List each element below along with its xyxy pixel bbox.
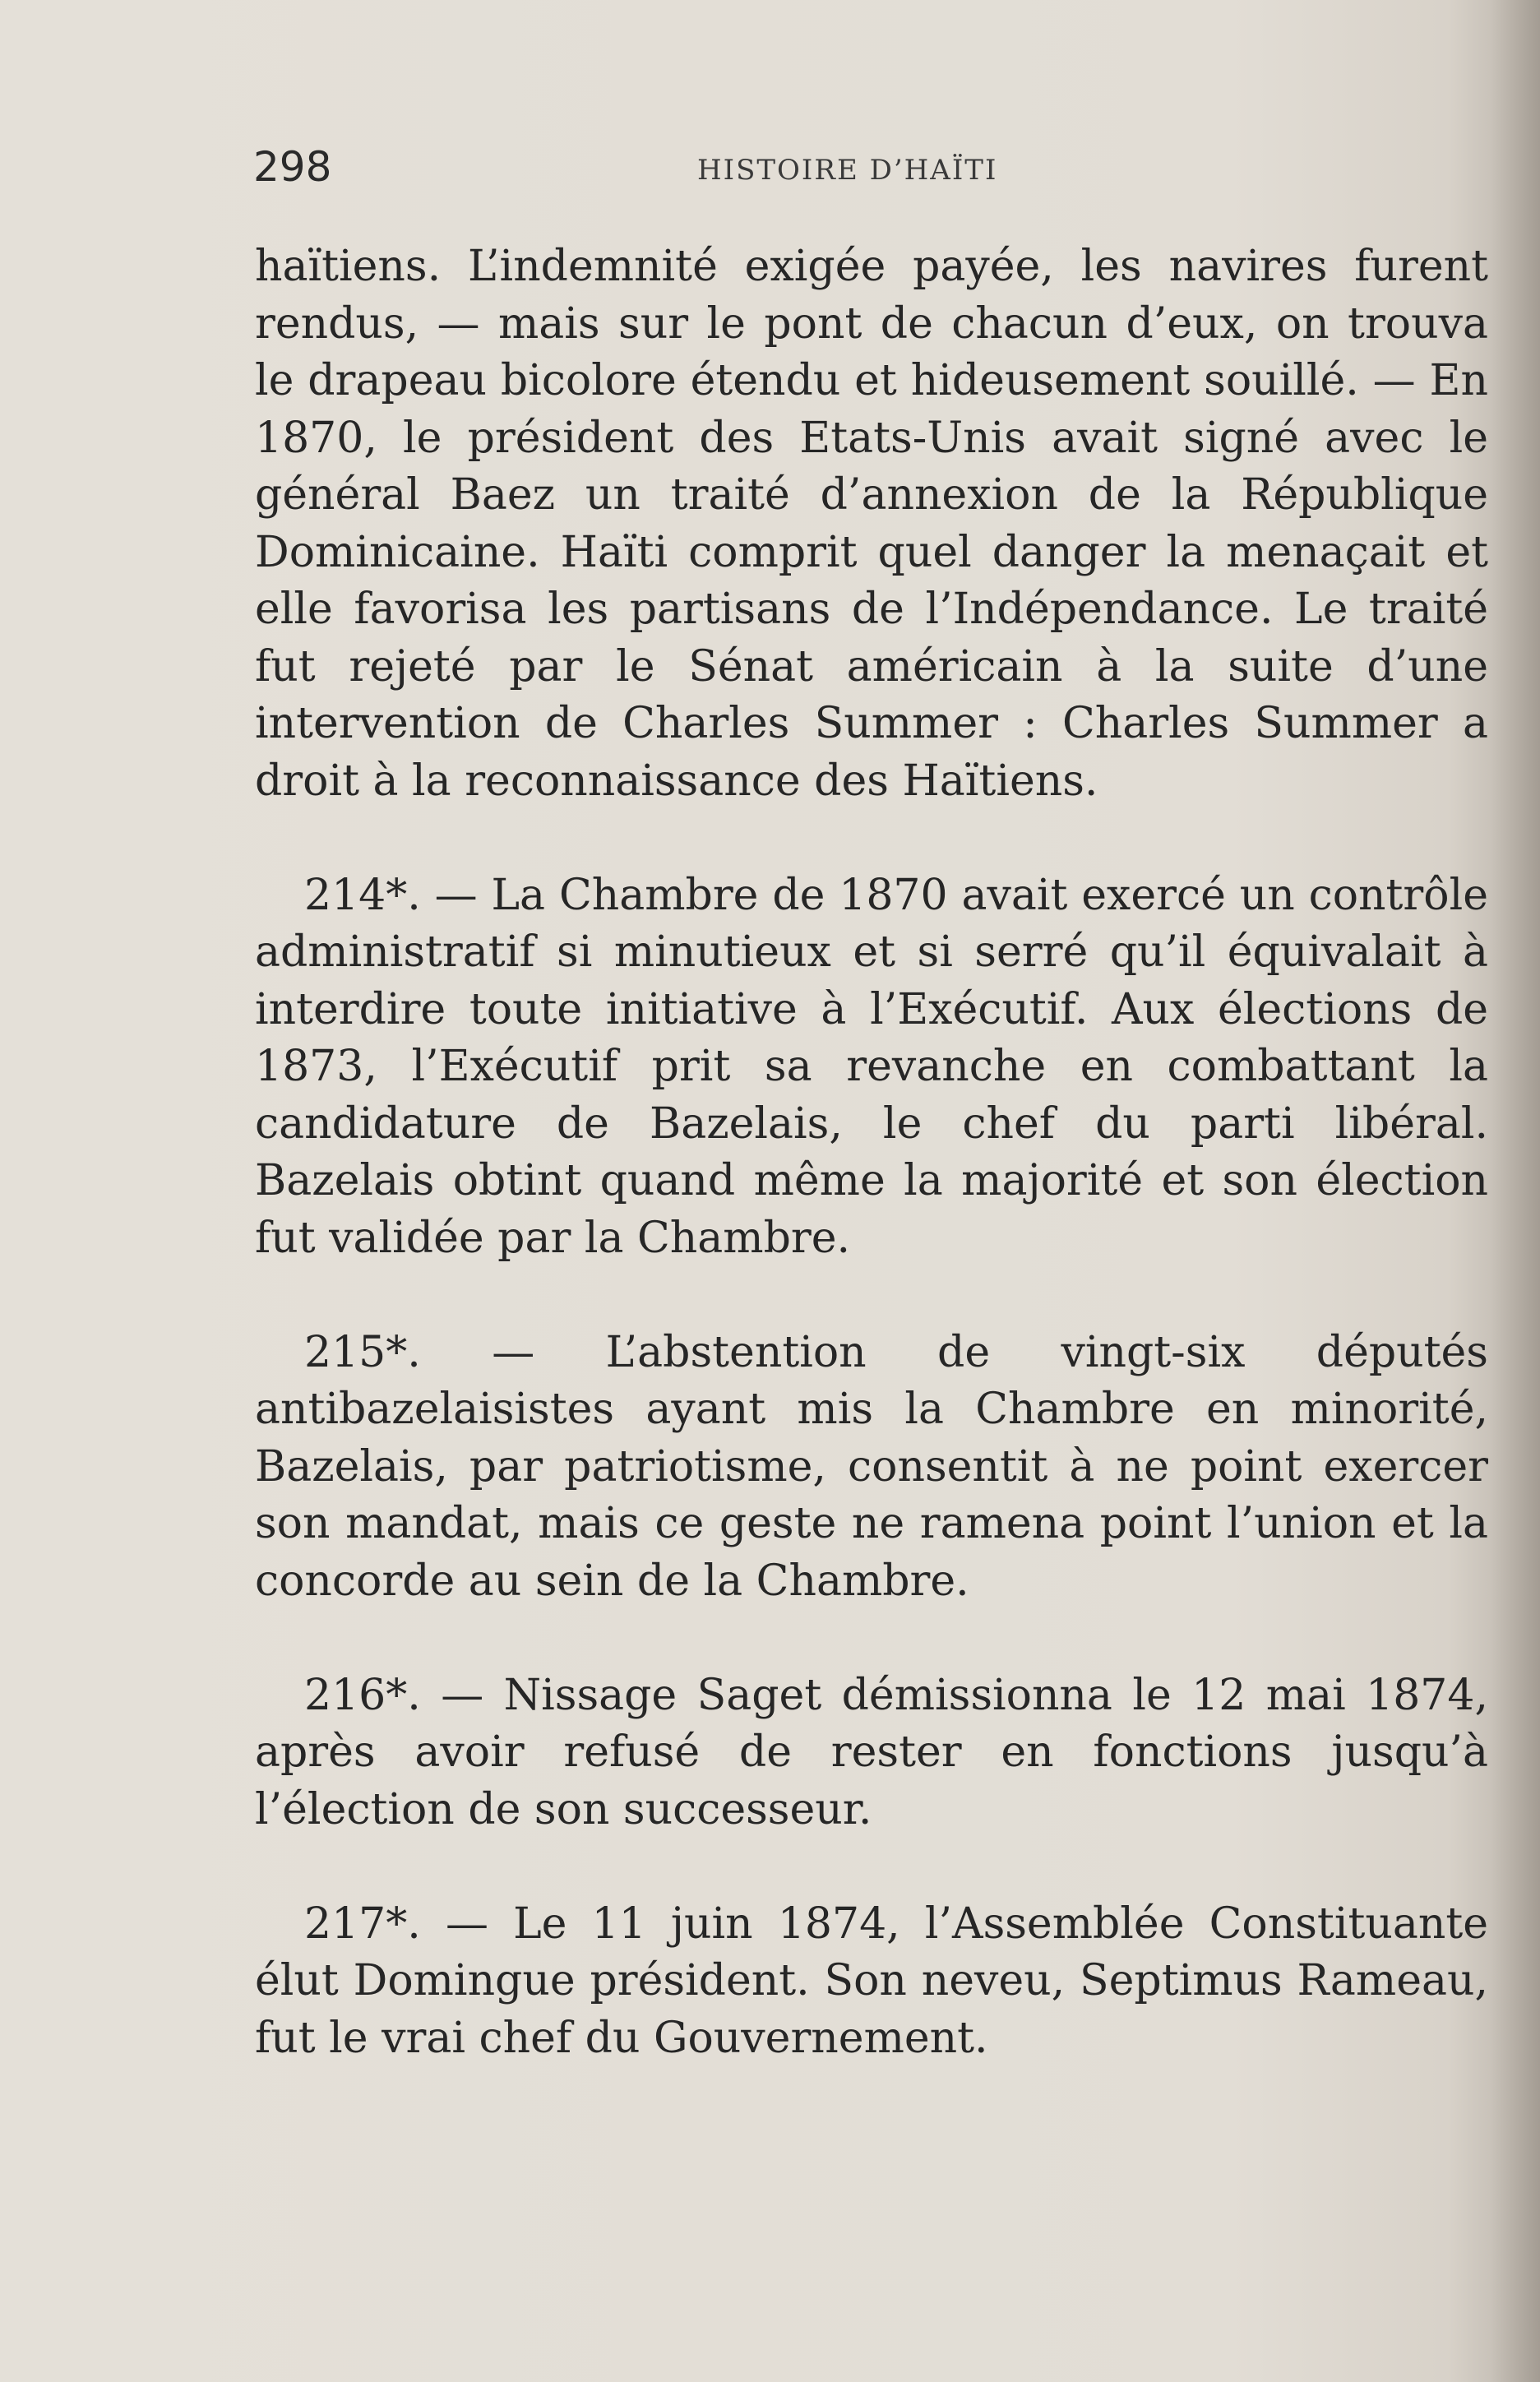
paragraph-216 — [255, 1667, 1488, 1839]
paragraph-text: — L’abstention de vingt-six députés antibazelaisistes ayant mis la Chambre en minorité, Bazelais, par patriotisme, consentit à ne point exercer son mandat, mais ce geste ne ramena point l’union et la concorde au sein de la Chambre. — [255, 1327, 1488, 1606]
paragraph-217 — [255, 1896, 1488, 2068]
paragraph-215 — [255, 1325, 1488, 1611]
section-number: 216*. — [304, 1670, 421, 1720]
section-number: 217*. — [304, 1899, 421, 1949]
body-text — [255, 238, 1488, 2067]
paragraph-text: haïtiens. L’indemnité exigée payée, les navires furent rendus, — mais sur le pont de chacun d’eux, on trouva le drapeau bicolore étendu et hideusement souillé. — En 1870, le président des Etats-Unis avait signé avec le général Baez un traité d’annexion de la République Dominicaine. Haïti comprit quel danger la menaçait et elle favorisa les partisans de l’Indépendance. Le traité fut rejeté par le Sénat américain à la suite d’une intervention de Charles Summer : Charles Summer a droit à la reconnaissance des Haïtiens. — [255, 242, 1488, 806]
paragraph-continuation — [255, 238, 1488, 810]
section-number: 214*. — [304, 870, 421, 920]
paragraph-214 — [255, 867, 1488, 1268]
page-header — [253, 138, 1487, 196]
paragraph-text: — Nissage Saget démissionna le 12 mai 1874, après avoir refusé de rester en fonctions jusqu’à l’élection de son successeur. — [255, 1670, 1489, 1834]
running-title: HISTOIRE D’HAÏTI — [697, 154, 998, 187]
paragraph-text: — La Chambre de 1870 avait exercé un contrôle administratif si minutieux et si serré qu’il équivalait à interdire toute initiative à l’Exécutif. Aux élections de 1873, l’Exécutif prit sa revanche en combattant la candidature de Bazelais, le chef du parti libéral. Bazelais obtint quand même la majorité et son élection fut validée par la Chambre. — [255, 870, 1488, 1263]
page-number: 298 — [253, 143, 332, 191]
section-number: 215*. — [304, 1327, 421, 1377]
paragraph-text: — Le 11 juin 1874, l’Assemblée Constituante élut Domingue président. Son neveu, Septimus Rameau, fut le vrai chef du Gouvernement. — [255, 1899, 1488, 2063]
page-edge-shadow — [1491, 0, 1540, 2382]
